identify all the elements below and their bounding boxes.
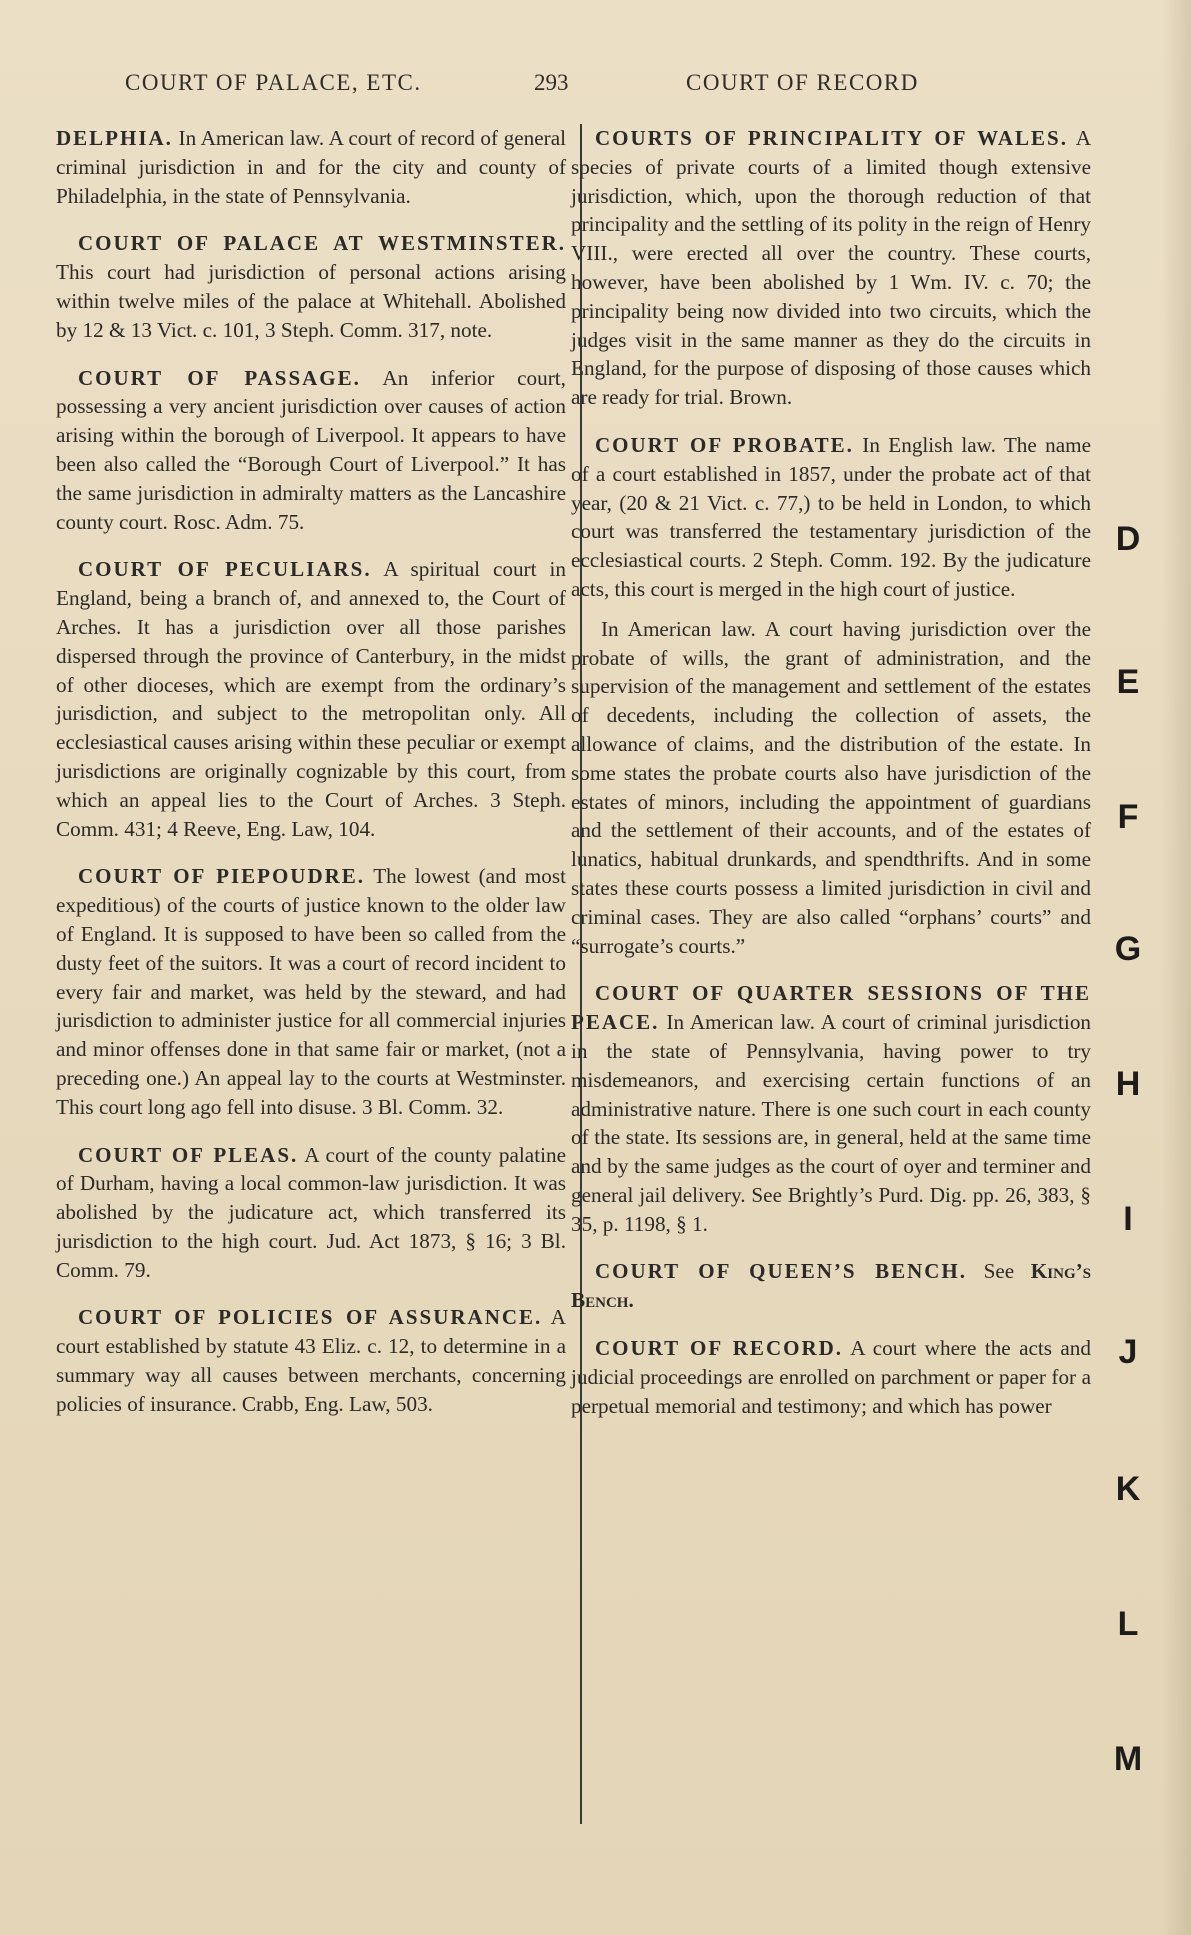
entry-headword: COURT OF POLICIES OF ASSURANCE. <box>78 1305 543 1330</box>
entry <box>571 431 1091 604</box>
thumb-index-letter: G <box>1114 930 1142 968</box>
thumb-index-letter: K <box>1115 1470 1141 1508</box>
entry-continuation <box>571 615 1091 961</box>
thumb-index-letter: F <box>1117 798 1139 836</box>
thumb-index-letter: J <box>1118 1333 1138 1371</box>
entry <box>56 1303 566 1418</box>
entry-headword: COURT OF PALACE AT WESTMINSTER. <box>78 231 566 256</box>
entry-headword: COURT OF QUARTER SESSIONS OF THE PEACE. <box>571 981 1091 1035</box>
thumb-index-letter: L <box>1117 1605 1139 1643</box>
entry <box>571 124 1091 412</box>
cross-reference: King’s Bench. <box>571 1259 1092 1313</box>
entry <box>571 1334 1091 1420</box>
running-header-left: COURT OF PALACE, ETC. <box>125 70 422 95</box>
entry <box>56 862 566 1121</box>
entry-headword: COURT OF RECORD. <box>595 1336 844 1361</box>
entry-headword: COURT OF PROBATE. <box>595 432 854 457</box>
entry <box>571 979 1091 1238</box>
entry-text: A court where the acts and judicial proceedings are enrolled on parchment or paper for a perpetual memorial and testimony; and which has power <box>571 1336 1091 1418</box>
entry-headword: COURT OF PLEAS. <box>78 1142 299 1167</box>
thumb-index-letter: I <box>1123 1200 1133 1238</box>
entry-text: In English law. The name of a court established in 1857, under the probate act of that year, (20 & 21 Vict. c. 77,) to be held in London, to which court was transferred the testamentary jurisdiction of the ecclesiastical courts. 2 Steph. Comm. 192. By the judicature acts, this court is merged in the high court of justice. <box>571 432 1092 601</box>
entry <box>56 124 566 210</box>
entry-headword: COURT OF QUEEN’S BENCH. <box>595 1259 968 1284</box>
right-column <box>571 124 1091 1439</box>
thumb-index-letter: E <box>1116 663 1140 701</box>
entry-text: A court established by statute 43 Eliz. c. 12, to determine in a summary way all causes between merchants, concerning policies of insurance. Crabb, Eng. Law, 503. <box>56 1305 566 1416</box>
thumb-index-letter: M <box>1113 1740 1143 1778</box>
page-number: 293 <box>534 70 569 95</box>
thumb-index-letter: H <box>1115 1065 1141 1103</box>
page-edge-shadow <box>1161 0 1191 1935</box>
entry-headword: COURT OF PASSAGE. <box>78 365 361 390</box>
entry <box>56 1141 566 1285</box>
entry-text: The lowest (and most expeditious) of the courts of justice known to the older law of England. It is supposed to have been so called from the dusty feet of the suitors. It was a court of record incident to every fair and market, was held by the steward, and had jurisdiction to administer justice for all commercial injuries and minor offenses done in that same fair or market, (not a preceding one.) An appeal lay to the courts at Westminster. This court long ago fell into disuse. 3 Bl. Comm. 32. <box>56 864 566 1119</box>
entry-text: In American law. A court of record of general criminal jurisdiction in and for the city and county of Philadelphia, in the state of Pennsylvania. <box>56 126 567 208</box>
entry-text: A court of the county palatine of Durham, having a local common-law jurisdiction. It was abolished by the judicature act, which transferred its jurisdiction to the high court. Jud. Act 1873, § 16; 3 Bl. Comm. 79. <box>56 1142 566 1282</box>
entry <box>56 229 566 344</box>
entry-headword: COURT OF PIEPOUDRE. <box>78 864 366 889</box>
entry <box>571 1257 1091 1315</box>
entry-text: A spiritual court in England, being a branch of, and annexed to, the Court of Arches. It has a jurisdiction over all those parishes dispersed through the province of Canterbury, in the midst of other dioceses, which are exempt from the ordinary’s jurisdiction, and subject to the metropolitan only. All ecclesiastical causes arising within these peculiar or exempt jurisdictions are originally cognizable by this court, from which an appeal lies to the Court of Arches. 3 Steph. Comm. 431; 4 Reeve, Eng. Law, 104. <box>56 557 566 841</box>
entry-headword: COURT OF PECULIARS. <box>78 557 372 582</box>
entry-text: In American law. A court having jurisdiction over the probate of wills, the grant of administration, and the supervision of the management and settlement of the estates of decedents, including the collection of assets, the allowance of claims, and the distribution of the estate. In some states the probate courts also have jurisdiction of the estates of minors, including the appointment of guardians and the settlement of their accounts, and of the estates of lunatics, habitual drunkards, and spendthrifts. And in some states these courts possess a limited jurisdiction in civil and criminal cases. They are also called “orphans’ courts” and “surrogate’s courts.” <box>571 616 1091 958</box>
entry-text: A species of private courts of a limited though extensive jurisdiction, which, upon the thorough reduction of that principality and the settling of its polity in the reign of Henry VIII., were erected all over the country. These courts, however, have been abolished by 1 Wm. IV. c. 70; the principality being now divided into two circuits, which the judges visit in the same manner as they do the circuits in England, for the purpose of disposing of those causes which are ready for trial. Brown. <box>571 126 1091 410</box>
entry-text: An inferior court, possessing a very ancient jurisdiction over causes of action arising within the borough of Liverpool. It appears to have been also called the “Borough Court of Liverpool.” It has the same jurisdiction in admiralty matters as the Lancashire county court. Rosc. Adm. 75. <box>56 365 566 534</box>
running-header-right: COURT OF RECORD <box>686 70 919 95</box>
entry-text: See <box>983 1259 1015 1284</box>
entry <box>56 364 566 537</box>
entry <box>56 555 566 843</box>
entry-text: This court had jurisdiction of personal actions arising within twelve miles of the palace at Whitehall. Abolished by 12 & 13 Vict. c. 101, 3 Steph. Comm. 317, note. <box>56 260 566 342</box>
left-column <box>56 124 566 1438</box>
entry-text: In American law. A court of criminal jurisdiction in the state of Pennsylvania, having power to try misdemeanors, and exercising certain functions of an administrative nature. There is one such court in each county of the state. Its sessions are, in general, held at the same time and by the same judges as the court of oyer and terminer and general jail delivery. See Brightly’s Purd. Dig. pp. 26, 383, § 35, p. 1198, § 1. <box>571 1010 1092 1236</box>
thumb-index-letter: D <box>1115 520 1141 558</box>
entry-headword: DELPHIA. <box>56 126 173 150</box>
entry-headword: COURTS OF PRINCIPALITY OF WALES. <box>595 126 1068 150</box>
